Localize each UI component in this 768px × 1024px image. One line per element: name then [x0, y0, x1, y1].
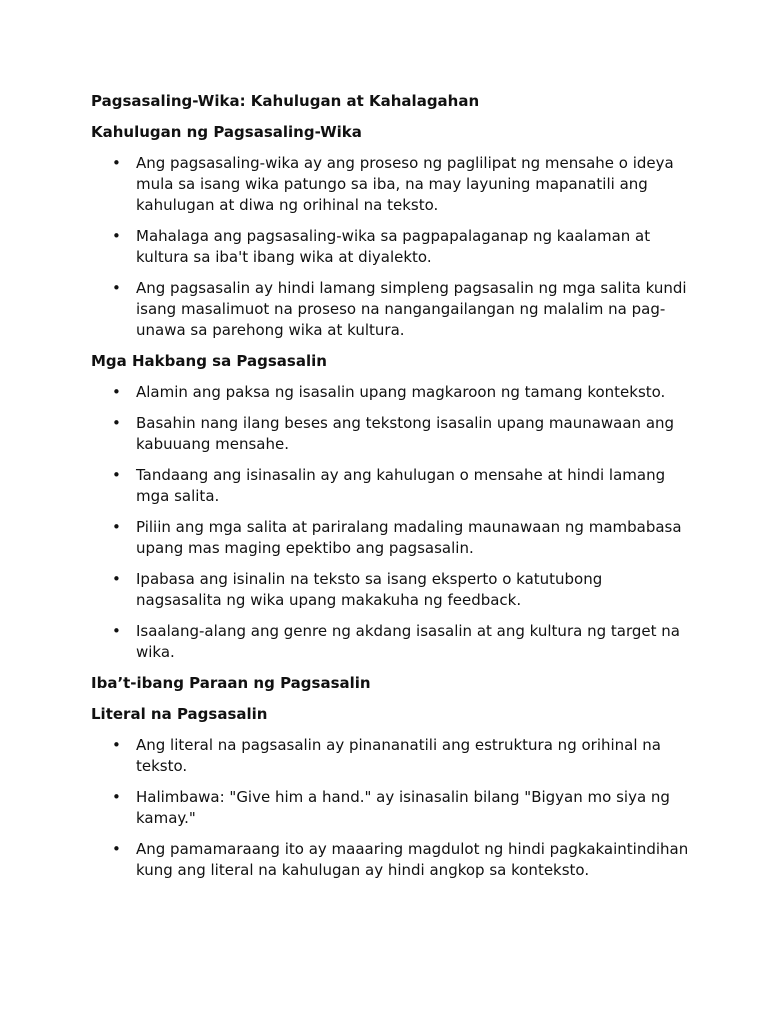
section-literal [91, 704, 691, 881]
section-mga-hakbang [91, 351, 691, 663]
section-ibat-ibang-paraan [91, 673, 691, 694]
list-item-text: Ipabasa ang isinalin na teksto sa isang eksperto o katutubong nagsasalita ng wika upang makakuha ng feedback. [136, 570, 603, 609]
list-item-text: Ang pagsasaling-wika ay ang proseso ng paglilipat ng mensahe o ideya mula sa isang wika patungo sa iba, na may layuning mapanatili ang kahulugan at diwa ng orihinal na teksto. [136, 154, 674, 214]
section-heading: Iba’t-ibang Paraan ng Pagsasalin [91, 674, 371, 692]
document-title: Pagsasaling-Wika: Kahulugan at Kahalagahan [91, 92, 480, 110]
bullet-icon: • [112, 788, 121, 806]
bullet-icon: • [112, 154, 121, 172]
list-item-text: Ang literal na pagsasalin ay pinananatili ang estruktura ng orihinal na teksto. [136, 736, 661, 775]
document-page [91, 91, 691, 891]
list-item-text: Mahalaga ang pagsasaling-wika sa pagpapalaganap ng kaalaman at kultura sa iba't ibang wika at diyalekto. [136, 227, 651, 266]
list-item-text: Tandaang ang isinasalin ay ang kahulugan o mensahe at hindi lamang mga salita. [136, 466, 666, 505]
list-item [91, 226, 691, 268]
bullet-icon: • [112, 466, 121, 484]
bullet-icon: • [112, 414, 121, 432]
bullet-icon: • [112, 383, 121, 401]
bullet-icon: • [112, 736, 121, 754]
list-item [91, 413, 691, 455]
list-item-text: Halimbawa: "Give him a hand." ay isinasalin bilang "Bigyan mo siya ng kamay." [136, 788, 670, 827]
section-heading: Kahulugan ng Pagsasaling-Wika [91, 123, 362, 141]
list-item [91, 621, 691, 663]
list-item-text: Ang pagsasalin ay hindi lamang simpleng pagsasalin ng mga salita kundi isang masalimuot na proseso na nangangailangan ng malalim na pag-unawa sa parehong wika at kultura. [136, 279, 687, 339]
bullet-icon: • [112, 840, 121, 858]
bullet-icon: • [112, 279, 121, 297]
list-item [91, 517, 691, 559]
list-item [91, 382, 691, 403]
list-item [91, 153, 691, 216]
list-item-text: Ang pamamaraang ito ay maaaring magdulot ng hindi pagkakaintindihan kung ang literal na kahulugan ay hindi angkop sa konteksto. [136, 840, 689, 879]
list-item [91, 465, 691, 507]
bullet-icon: • [112, 227, 121, 245]
section-kahulugan [91, 122, 691, 341]
bullet-icon: • [112, 570, 121, 588]
bullet-icon: • [112, 622, 121, 640]
list-item-text: Isaalang-alang ang genre ng akdang isasalin at ang kultura ng target na wika. [136, 622, 680, 661]
bullet-icon: • [112, 518, 121, 536]
section-heading: Literal na Pagsasalin [91, 705, 268, 723]
bullet-list [91, 153, 691, 341]
list-item [91, 569, 691, 611]
list-item [91, 735, 691, 777]
list-item-text: Piliin ang mga salita at pariralang madaling maunawaan ng mambabasa upang mas maging epektibo ang pagsasalin. [136, 518, 682, 557]
list-item [91, 278, 691, 341]
list-item [91, 787, 691, 829]
bullet-list [91, 382, 691, 663]
list-item-text: Alamin ang paksa ng isasalin upang magkaroon ng tamang konteksto. [136, 383, 666, 401]
section-heading: Mga Hakbang sa Pagsasalin [91, 352, 327, 370]
list-item [91, 839, 691, 881]
bullet-list [91, 735, 691, 881]
list-item-text: Basahin nang ilang beses ang tekstong isasalin upang maunawaan ang kabuuang mensahe. [136, 414, 675, 453]
